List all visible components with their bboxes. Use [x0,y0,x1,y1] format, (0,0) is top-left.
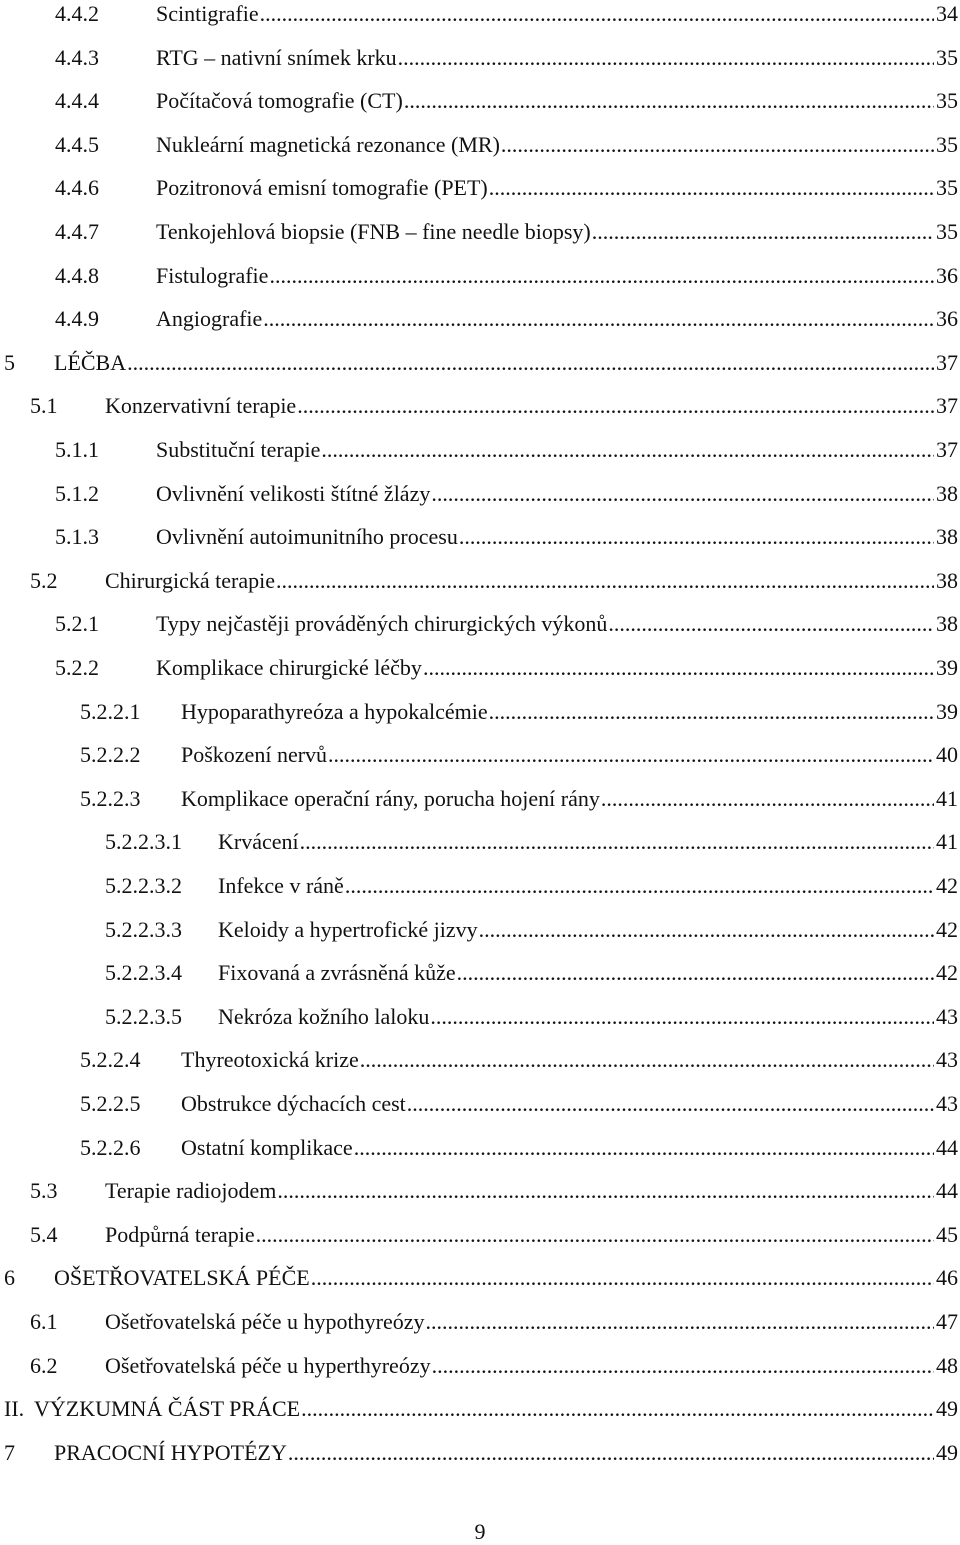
toc-entry-title: Nukleární magnetická rezonance (MR) [156,131,500,157]
toc-entry-title: Konzervativní terapie [105,393,297,419]
toc-entry[interactable] [80,699,958,725]
toc-entry[interactable] [80,1047,958,1073]
toc-entry-number: 5.4 [30,1221,58,1247]
dot-leader [407,1091,934,1117]
dot-leader [592,219,934,245]
toc-entry[interactable] [55,481,958,507]
toc-entry-page: 37 [936,349,958,375]
toc-entry-title: Komplikace chirurgické léčby [156,655,422,680]
toc-entry-title: Ošetřovatelská péče u hypothyreózy [105,1309,425,1334]
toc-entry-title: Ovlivnění velikosti štítné žlázy [156,480,431,506]
toc-entry-number: 5.2.2.5 [80,1091,141,1116]
toc-entry-page: 37 [936,437,958,462]
toc-entry[interactable] [30,568,958,594]
dot-leader [127,350,934,376]
toc-entry-page: 43 [936,1003,958,1029]
toc-entry-page: 38 [936,567,958,593]
toc-entry[interactable] [105,829,958,855]
dot-leader [328,742,934,768]
toc-entry-page: 49 [936,1396,958,1422]
page-number: 9 [474,1519,486,1544]
toc-entry-page: 48 [936,1352,958,1378]
toc-entry-number: 5.2.2.3.2 [105,873,182,898]
dot-leader [501,132,934,158]
dot-leader [277,1178,934,1204]
dot-leader [300,829,934,855]
toc-entry-title: Tenkojehlová biopsie (FNB – fine needle biopsy) [156,219,591,244]
toc-entry[interactable] [55,219,958,245]
toc-entry[interactable] [55,132,958,158]
toc-entry-page: 39 [936,655,958,680]
toc-entry[interactable] [55,306,958,332]
toc-entry-number: 5.2.2.3.3 [105,916,182,942]
toc-entry[interactable] [55,88,958,114]
dot-leader [354,1135,934,1161]
dot-leader [398,45,934,71]
toc-entry-number: 4.4.2 [55,1,99,26]
toc-entry-number: 5.2.2.3.1 [105,829,182,855]
dot-leader [601,786,934,812]
dot-leader [263,306,934,332]
dot-leader [345,873,934,899]
dot-leader [321,437,934,463]
toc-entry-page: 42 [936,873,958,898]
toc-entry[interactable] [80,742,958,768]
toc-entry-page: 41 [936,829,958,855]
toc-entry-title: PRACOCNÍ HYPOTÉZY [54,1439,287,1465]
toc-entry-title: Typy nejčastěji prováděných chirurgických výkonů [156,611,608,637]
toc-entry-page: 38 [936,611,958,637]
toc-entry-page: 34 [936,1,958,26]
toc-entry-number: 4.4.4 [55,88,99,114]
toc-entry-number: 4.4.8 [55,262,99,288]
toc-entry[interactable] [30,1222,958,1248]
toc-entry-page: 35 [936,88,958,114]
toc-entry-title: Substituční terapie [156,437,321,462]
dot-leader [431,481,934,507]
toc-entry-title: Podpůrná terapie [105,1221,255,1247]
toc-entry[interactable] [4,350,958,376]
toc-entry[interactable] [55,524,958,550]
toc-entry-title: Thyreotoxická krize [181,1047,359,1073]
toc-entry-page: 42 [936,960,958,986]
toc-entry-title: Ovlivnění autoimunitního procesu [156,524,458,550]
toc-entry-title: Angiografie [156,306,263,332]
dot-leader [256,1222,934,1248]
dot-leader [489,175,934,201]
toc-entry-number: 6.1 [30,1309,58,1334]
toc-entry[interactable] [30,1178,958,1204]
toc-entry-title: Hypoparathyreóza a hypokalcémie [181,698,488,724]
toc-entry-number: 5.2.2.6 [80,1134,141,1160]
toc-entry-page: 44 [936,1178,958,1204]
toc-entry-number: 5.2.2.3 [80,785,141,811]
toc-entry-number: 7 [4,1439,15,1465]
toc-entry[interactable] [55,611,958,637]
toc-entry-title: Obstrukce dýchacích cest [181,1091,406,1116]
toc-entry-title: Scintigrafie [156,1,259,26]
toc-entry[interactable] [105,873,958,899]
toc-entry-page: 43 [936,1091,958,1116]
toc-entry[interactable] [55,437,958,463]
toc-entry-number: 5.2.2.1 [80,698,141,724]
dot-leader [297,393,934,419]
toc-entry-page: 35 [936,131,958,157]
toc-entry-number: 5.2 [30,567,58,593]
toc-entry-title: Terapie radiojodem [105,1178,277,1204]
toc-entry-title: RTG – nativní snímek krku [156,44,397,70]
toc-entry-page: 41 [936,785,958,811]
toc-entry-number: 5.1.1 [55,437,99,462]
toc-entry-page: 40 [936,742,958,768]
toc-entry-title: Počítačová tomografie (CT) [156,88,403,114]
toc-entry-page: 43 [936,1047,958,1073]
dot-leader [608,611,934,637]
toc-entry-number: 5.2.2.3.4 [105,960,182,986]
toc-entry-page: 35 [936,44,958,70]
dot-leader [432,1353,934,1379]
dot-leader [489,699,934,725]
toc-entry[interactable] [80,786,958,812]
toc-entry-number: 5.1 [30,393,58,419]
toc-entry-number: 5.3 [30,1178,58,1204]
toc-entry-title: Infekce v ráně [218,873,344,898]
toc-entry[interactable] [55,1,958,27]
toc-entry[interactable] [30,1353,958,1379]
toc-entry-page: 35 [936,219,958,244]
toc-entry-page: 36 [936,306,958,332]
toc-entry[interactable] [105,960,958,986]
toc-entry-page: 38 [936,480,958,506]
toc-entry-page: 45 [936,1221,958,1247]
dot-leader [423,655,934,681]
toc-entry-page: 35 [936,175,958,201]
toc-entry[interactable] [4,1396,958,1422]
dot-leader [260,1,934,27]
toc-entry-number: 5.1.2 [55,480,99,506]
toc-entry[interactable] [30,393,958,419]
toc-entry-title: Nekróza kožního laloku [218,1003,430,1029]
toc-entry-title: Ošetřovatelská péče u hyperthyreózy [105,1352,431,1378]
toc-entry[interactable] [4,1265,958,1291]
toc-entry[interactable] [80,1135,958,1161]
toc-entry[interactable] [80,1091,958,1117]
dot-leader [479,917,934,943]
toc-entry-page: 49 [936,1439,958,1465]
toc-entry[interactable] [55,45,958,71]
toc-entry-number: 4.4.3 [55,44,99,70]
toc-entry-title: Keloidy a hypertrofické jizvy [218,916,478,942]
toc-entry-number: 5.2.2.2 [80,742,141,768]
dot-leader [459,524,934,550]
toc-entry-number: 5.2.2.4 [80,1047,141,1073]
toc-entry-title: Fistulografie [156,262,269,288]
toc-entry-page: 37 [936,393,958,419]
toc-entry[interactable] [105,917,958,943]
dot-leader [360,1047,934,1073]
toc-entry[interactable] [55,655,958,681]
dot-leader [311,1265,934,1291]
toc-entry-title: Fixovaná a zvrásněná kůže [218,960,456,986]
toc-entry[interactable] [30,1309,958,1335]
toc-entry-number: 5.2.2 [55,655,99,680]
dot-leader [288,1440,934,1466]
toc-entry-title: LÉČBA [54,349,127,375]
dot-leader [457,960,934,986]
toc-entry[interactable] [55,263,958,289]
dot-leader [301,1396,934,1422]
toc-entry-title: Ostatní komplikace [181,1134,353,1160]
toc-entry-page: 42 [936,916,958,942]
toc-entry-title: Krvácení [218,829,299,855]
toc-entry[interactable] [105,1004,958,1030]
toc-entry-number: 5.1.3 [55,524,99,550]
toc-entry-title: OŠETŘOVATELSKÁ PÉČE [54,1265,310,1291]
toc-entry-number: 5.2.1 [55,611,99,637]
toc-entry-number: 6.2 [30,1352,58,1378]
toc-entry-page: 44 [936,1134,958,1160]
toc-entry-title: Komplikace operační rány, porucha hojení rány [181,785,600,811]
toc-entry-number: 4.4.7 [55,219,99,244]
toc-entry-number: 5 [4,349,15,375]
toc-entry-title: Chirurgická terapie [105,567,276,593]
toc-entry-page: 47 [936,1309,958,1334]
dot-leader [404,88,934,114]
dot-leader [269,263,934,289]
toc-entry-page: 38 [936,524,958,550]
toc-entry-title: Poškození nervů [181,742,328,768]
toc-entry-title: Pozitronová emisní tomografie (PET) [156,175,488,201]
toc-entry-number: 4.4.9 [55,306,99,332]
toc-entry-page: 36 [936,262,958,288]
dot-leader [430,1004,934,1030]
toc-entry-number: 4.4.5 [55,131,99,157]
toc-entry[interactable] [55,175,958,201]
toc-entry[interactable] [4,1440,958,1466]
dot-leader [276,568,934,594]
dot-leader [426,1309,935,1335]
toc-entry-title: VÝZKUMNÁ ČÁST PRÁCE [34,1396,301,1422]
toc-entry-number: 6 [4,1265,15,1291]
toc-entry-number: II. [4,1396,25,1422]
toc-entry-number: 4.4.6 [55,175,99,201]
toc-entry-page: 46 [936,1265,958,1291]
toc-entry-page: 39 [936,698,958,724]
toc-entry-number: 5.2.2.3.5 [105,1003,182,1029]
